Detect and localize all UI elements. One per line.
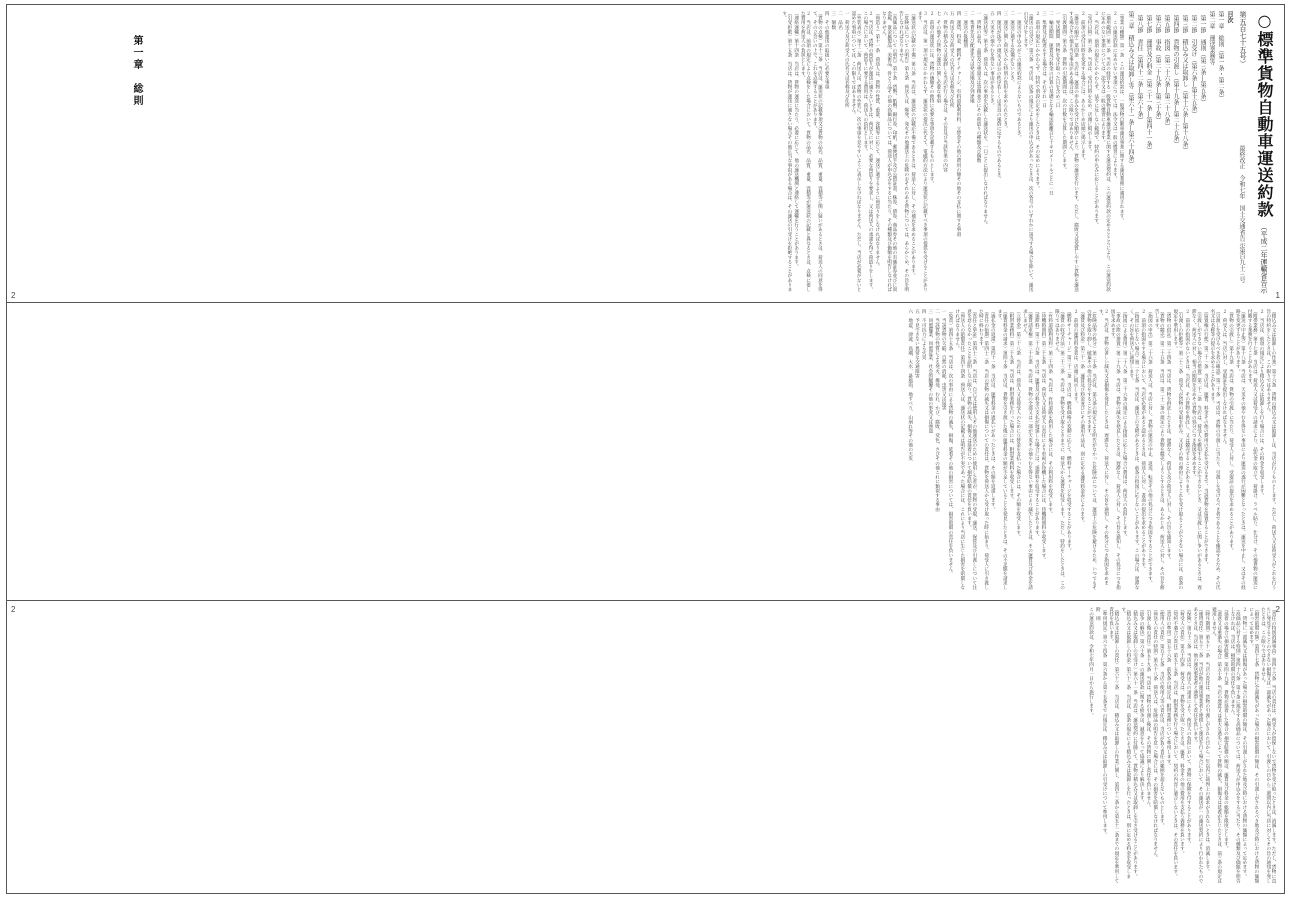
page-number: 1 [1275,291,1280,300]
article-paragraph: （指図に応じない場合）第二十七条 当店は、運送上の支障があるときは、前条の指図に応じないことがあります。この場合は、遅滞なく、その旨を荷送人に通知します。 [1128,309,1140,590]
article-paragraph: （運送状等）第七条 荷送人は、次の事項を記載した運送状を、一口ごとに提出しなければなりません。 [982,11,988,228]
toc-item: 第六節 事故（第二十九条―第三十条） [1154,15,1161,123]
toc-item: 第二節 引受け（第六条―第十五条） [1190,15,1197,117]
article-paragraph: ２ 前項の運賃料金表は、店頭に掲示します。 [1073,309,1078,406]
article-paragraph: （指図の申出）第二十六条 荷送人は、当店に対し、貨物の運送の中止、返送、転送その他の処分につき指図をすることができます。 [1147,309,1153,585]
article-paragraph: （荷受人の責任）第五十四条 荷受人は、貨物を受け取ったときは、運賃、料金その他の費用を支払う義務を負います。 [1179,607,1185,856]
text-block-band-1 [124,11,1124,294]
article-paragraph: （受付日時）第三条 当店は、受付日時を定め、店頭に掲示します。 [1086,11,1092,154]
article-paragraph: 四 不可抗力による火災 [921,309,927,360]
article-paragraph: （立替金）第三十八条 当店は、荷送人又は荷受人のために立替金を支払った場合には、その額を収受します。 [1015,309,1021,539]
article-paragraph: （責任の特別消滅事由）第四十六条 当店の責任は、荷受人が留保しないで貨物を受け取ったときは、消滅します。ただし、貨物に直ちに発見することのできない損傷又は一部滅失があった場合において、引渡しの日から二週間以内に当店に対してその旨の通知を発したときは、この限りではありません。 [1260,607,1276,883]
article-paragraph: （連絡運輸）第十四条 当店は、貨物の運送に当たり、必要に応じて、他の運送機関と連絡して運輸を行うことがあります。 [793,11,799,269]
article-paragraph: 二 運送に適する設備がないとき。 [1009,11,1015,85]
article-paragraph: 二 当該貨物の性質による発火、爆発、むれ、かび、腐敗、変色、さびその他これに類似する事由 [934,309,940,512]
toc-item: 第三節 積込み又は取卸し（第十六条―第十八条） [1181,15,1188,153]
article-paragraph: （危険品等の処分）第三十条 当店は、第九条の規定による明告がなかった危険品については、運送上の危険を避けるため、いつでもその貨物を取り卸し、破棄その他の処分をすることができます。 [1086,309,1097,590]
document-page [6,4,1285,894]
article-paragraph: （紛争の解決）第六十条 この運送約款に関する紛争は、誠意をもって協議により解決します。 [1139,607,1145,805]
toc-item: 第五節 指図（第二十六条―第二十八条） [1163,15,1170,129]
page-band-3 [7,600,1284,894]
article-paragraph: ２ 前項の規定にかかわらず、特約で別段の定めをしたときは、その定めによります。 [1034,11,1040,191]
article-paragraph: 三 運送に関し荷送人から特別の負担を求められたとき。 [1002,11,1008,131]
article-paragraph: ２ この運送約款に定めのない事項については、法令又は一般の慣習によります。 [1112,11,1118,182]
title-text: ○標準貨物自動車運送約款 [1255,11,1274,218]
article-paragraph: 五 荷送人及び荷受人の氏名又は名称及び住所 [949,11,955,108]
article-paragraph: 三 運送の扱種別 [962,11,968,48]
toc-item: 第八節 責任（第四十二条―第六十条） [1136,15,1143,123]
article-paragraph: （貨物の点検）第十三条 当店は、運送状の記載事項又は貨物の品名、品質、重量、容積等に関し疑いがあるときは、荷送人の同意を得て、その立会いの上で、これを点検することがあります。 [812,11,823,292]
text-block-band-3 [14,607,1276,886]
article-paragraph: （使用人の責任）第五十七条 当店の使用人等の責任は、当店が負う責任の範囲を超えないものとします。 [1159,607,1165,828]
article-paragraph: （荷造り）第十一条 荷送人は、貨物の性質、重量、容積等に応じて、運送に適するように荷造りをしなければなりません。 [874,11,880,269]
article-paragraph: （運賃及び料金）第三十一条 運賃及び料金並びにその適用方法は、別に定める運賃料金表によります。 [1079,309,1085,526]
article-paragraph: 三 集貨及び配達をする場合は、それぞれ一日 [1041,11,1047,108]
article-paragraph: （危険品についての明告）第九条 荷送人は、爆発、発火その他運送上の危険のおそれのある貨物については、あらかじめ、その旨を明告しなければなりません。 [898,11,909,292]
toc-item: 第二章 運送業務等 [1208,11,1215,65]
article-paragraph: （引渡しができない場合の措置）第二十二条 当店は、荷受人を確知することができないとき、又は引渡しに関し争いがあるときは、遅滞なく、荷送人に対し、相当の期間を定めその貨物の処分につき指図を求めます。 [1191,309,1202,590]
page-band-1 [7,5,1284,302]
article-paragraph: ２ 当店は、貨物の荷造りが運送に適さないときは、荷送人に対し、必要な荷造りを要求し、又は荷送人の承諾を得て荷造りをします。この場合において、荷造りに要する費用は、荷送人の負担とします。 [862,11,874,292]
article-paragraph: （留置権の行使）第二十一条 当店は、運賃、料金その他の費用の支払を受けるまで、当該貨物を留置することができます。 [1203,309,1209,567]
article-paragraph: （運賃請求権）第三十七条 当店は、貨物の全部又は一部が天災その他やむを得ない事由により滅失したときは、その運賃及び料金を請求しません。 [1022,309,1033,590]
article-paragraph: （積込み又は取卸しの責任）第六十三条 当店は、積込み又は取卸しの作業に関し、第四十三条から第五十二条までの規定を準用して責任を負います。 [1108,607,1119,883]
article-paragraph: （損害賠償の額）第四十七条 貨物に全部滅失があった場合の損害賠償の額は、その引渡しがされるべき地及び時における貨物の価額によって定めます。 [1248,607,1259,883]
revision-note: 最終改正 令和七年 国土交通省告示第百九十三号 [1238,145,1245,283]
article-paragraph: （外装表示）第十二条 荷送人は、貨物の外装に、次の事項を見やすいように表示しなければなりません。ただし、当店が必要がないと認めた事項については、この限りではありません。 [850,11,862,292]
article-paragraph: （延着の場合の損害賠償）第四十九条 貨物が延着した場合の損害賠償の額は、運賃及び料金の総額を限度とします。 [1223,607,1229,851]
article-paragraph: （引渡しを受けるべき者の確認）第二十条 当店は、貨物の引渡しに当たり、引渡しを受けるべき者であることを確認するため、その氏名又は名称等の提示を求めることがあります。 [1209,309,1221,590]
article-paragraph: （附帯業務料）第三十九条 当店は、附帯業務を行った場合には、附帯業務料を収受します。 [1008,309,1014,503]
article-paragraph: （荷送人の賠償責任）第四十四条 荷送人は、運送状の記載又は明告が不実であった場合には、これにより当店に生じた損害を賠償しなければなりません。 [954,309,965,590]
article-paragraph: （責任の準用）第五十六条 前各条の規定は、附帯業務について準用します。 [1166,607,1172,768]
article-paragraph: （引受拒絶）第十五条 当店は、貨物が運送に適さない場合その他正当な事由がある場合は、その運送の引受けを拒絶することがあります。 [781,11,792,292]
article-paragraph: （運送の中止等）第十八条 当店は、天災その他やむを得ない事由により運送の遂行が困難となったときは、運送を中止し、又はその経路を変更することがあります。 [1235,309,1246,590]
article-paragraph: ２ 前項の運送状には、貨物の価額その他特に必要な事項を記載するものとします。 [929,11,935,186]
toc-item: 第三章 積込み又は取卸し等（第六十一条―第六十四条） [1127,11,1134,167]
article-paragraph: （運送の順序）第四条 当店は、運送の申込みを受けた順序により、貨物の運送を行います。ただし、腐敗又は変質しやすい貨物を運送する場合その他正当な事由がある場合は、この限りではありません。 [1068,11,1079,292]
article-paragraph: ２ 貨物に一部滅失又は損傷があった場合の損害賠償の額は、その引渡しがされた地及び時における貨物の価額によって定めます。 [1241,607,1247,879]
article-paragraph: 三 個数 [830,11,836,30]
page-number: 2 [11,291,16,300]
article-paragraph: （責任の始期）第四十二条 当店の貨物の滅失又は損傷についての責任は、貨物を荷送人から受け取った時に始まり、荷受人に引き渡した時に終わります。 [978,309,989,590]
article-paragraph: （悪意又は重過失の場合）第五十条 当店の悪意又は重大な過失によって貨物の滅失、損傷又は延着が生じたときは、前三条の規定は適用しません。 [1211,607,1222,883]
article-paragraph: 一 荷送人及び荷受人の氏名又は名称及び住所 [844,11,850,108]
article-paragraph: 二 集貨先及び配達先又は発送地及び到達地 [969,11,975,103]
article-paragraph: （除斥期間）第五十一条 当店の責任は、貨物の引渡しがされた日から一年以内に裁判上の請求がされないときは、消滅します。 [1204,607,1210,874]
article-paragraph: ２ 当店は、前項の規定にかかわらず、法令に反しない範囲で、特約の申込みに応じることがあります。 [1093,11,1099,228]
article-paragraph: （引渡し後の責任）第五十九条 当店は、貨物の引渡し後は、その貨物に関し責任を負いません。 [1145,607,1151,810]
article-paragraph: （事故の際の措置）第二十九条 当店は、貨物の滅失を発見したときは、遅滞なく、荷送人に対し、その旨を通知し、その処分につき指図を求めます。 [1110,309,1121,590]
article-paragraph: （準用規定）第六十四条 第六条から第十五条までの規定は、積込み又は取卸しの引受けについて準用します。 [1102,607,1108,837]
article-paragraph: （引渡期間）第五条 貨物の引渡期間は、次の日数を合算した期間とします。 [1061,11,1067,172]
article-paragraph: 一 当該貨物の欠陥、自然の消耗、虫害又は鼠害 [941,309,947,411]
article-paragraph: （有料道路利用料）第三十四条 当店は、有料道路を利用した場合には、その利用料を収受します。 [1047,309,1053,516]
article-paragraph: （過払金の返還）第四十一条 当店は、運賃料金の過払いがあったときは、その額を返還します。 [990,309,996,512]
article-paragraph: （運賃料金の請求）第四十条 当店は、貨物を引き渡した後に運賃料金の額が不足していることを発見したときは、その不足額を請求します。 [997,309,1008,590]
toc-item: 第七節 運賃及び料金（第三十一条―第四十一条） [1145,15,1152,153]
article-paragraph: （荷送人の責任の特則）第五十八条 荷送人は、危険品の明告を怠った場合には、その損害を賠償しなければなりません。 [1152,607,1158,860]
article-paragraph: ２ 当店は、貨物の著しい減失又は損傷を発見したときは、遅滞なく、荷送人に対し、その旨を通知し、その処分につき指図を求めます。 [1098,309,1109,585]
article-paragraph: 四 運賃、料金、燃料サーチャージ、有料道路利用料、立替金その他の費用の額その他その支払に関する事項 [955,11,961,237]
article-paragraph: ２ 前項の受付日時を変更する場合には、あらかじめ店頭に掲示します。 [1080,11,1086,163]
article-paragraph: （貨物の供託）第二十四条 当店は、貨物を供託したときは、遅滞なく、荷送人及び荷受人に対し、その旨を通知します。 [1166,309,1172,562]
article-paragraph: 五 予見できない異常な交通障害 [914,309,920,378]
article-paragraph: ２ 前項の指図をする場合において、当店が必要があると認めるときは、荷送人に対し、書面の提出を求めることがあります。 [1140,309,1146,572]
article-paragraph: （附帯業務）第十七条 当店は、荷送人又は荷受人の請求により、品代金の取立て、荷掛け、ラベル貼り、仕分け、その他貨物の運送に付随する業務を行うことがあります。 [1247,309,1258,590]
article-paragraph: （運送状の記載の不備）第八条 当店は、運送状の記載が不備であるときは、荷送人に対し、その補充を求めることがあります。 [910,11,916,278]
article-paragraph: （契約不適合の責任）第五十五条 当店は、附帯業務を行う場合において、契約の内容に適合しないときは、その責任を負います。 [1172,607,1178,879]
toc-label: 目次 [1226,11,1233,23]
article-paragraph: （運送の引受け）第六条 当店は、次条の規定により運送の申込みがあったときは、次の各号のいずれかに該当する場合を除いて、運送の引受けをします。 [1022,11,1034,292]
article-paragraph: 七 その他その貨物の運送に関し必要な事項 [935,11,941,103]
article-paragraph: 四 その他運送の取扱いに必要な事項 [824,11,830,90]
toc-item: 第一章 総則（第一条・第二条） [1217,11,1224,101]
article-paragraph: （免責）第四十五条 当店は、次の事由による貨物の滅失、損傷、延着その他の損害については、損害賠償の責任を負いません。 [947,309,953,576]
page-band-2 [7,302,1284,600]
article-paragraph: 二 輸送期間 運賃及び料金の計算の基礎となる輸送距離百七十キロメートルごとに一日 [1048,11,1054,195]
article-paragraph: （連帯責任）第五十二条 当店が他の運送事業者と連絡して運送を行う場合において、その運送が一の運送契約により行われたものであるときは、当店は、他の運送事業者と連帯して責任を負います。 [1192,607,1204,883]
article-paragraph: （指図による費用）第二十八条 第二十六条の規定による指図に応じた場合の費用は、荷送人の負担とします。 [1122,309,1128,539]
text-block-band-2 [14,309,1276,592]
toc-item: 第一節 通則（第三条―第五条） [1199,15,1206,105]
article-paragraph: ２ 当店は、前項の規定により点検をした場合において、貨物の品名、品質、重量、容積等が運送状の記載と異なるときは、点検に要した費用を荷送人の負担とします。 [800,11,811,292]
article-paragraph: （貨物の競売）第二十五条 当店は、第二十二条の規定により貨物を競売しようとするときは、あらかじめ、荷送人に対し、その旨を催告します。 [1154,309,1165,590]
article-paragraph: （待機時間料）第三十五条 当店は、荷送人又は荷受人の責任により車両が待機した場合には、待機時間料を収受します。 [1040,309,1046,562]
article-paragraph: 六 貨物の積込み又は取卸しを当店が行う場合は、その旨及び当該作業の内容 [942,11,948,172]
article-paragraph: 四 運送が法令の規定又は公の秩序若しくは善良の風俗に反するものであるとき。 [996,11,1002,182]
page-number: 2 [11,605,16,614]
toc-item: 第四節 貨物の引渡し（第十九条―第二十五条） [1172,15,1179,147]
article-paragraph: （保険）第五十三条 当店は、荷送人の請求により、荷送人の負担において、貨物に保険を付することがあります。 [1186,607,1192,847]
article-paragraph: ２ 荷受人は、当店に対し、受取証を提出しなければなりません。 [1221,309,1227,447]
title-note: （平成二年運輸省告示第五百七十五号） [1239,11,1268,294]
article-paragraph: ２ 前項の指図がないときは、当店は、その貨物を供託し、又は競売することがあります。 [1184,309,1190,498]
article-paragraph: 六 地震、津波、高潮、大水、暴風雨、地すべり、山崩れ等その他の天災 [907,309,913,461]
article-paragraph: （延滞料）第三十六条 当店は、運賃及び料金の支払が遅延した場合には、延滞料を収受することがあります。 [1034,309,1040,539]
article-paragraph: （積込み又は取卸しの料金）第六十二条 当店は、前条の規定により積込み又は取卸しを行ったときは、別に定める料金を収受します。 [1120,607,1131,879]
article-paragraph: （高価品についての明告）第十条 貨幣、紙幣、銀行券、印紙、郵便切手及び公債証書、株券、債券、商品券その他の有価証券並びに貴金属、貴金属製品、美術品、骨とう品その他の高価品については、荷送人が申込みをするに当たり、その種類及び価額を明告しなければなりません。 [881,11,897,292]
table-of-contents [1126,11,1234,261]
article-paragraph: ２ 当店は、前項の規定により積込み又は取卸しを行う場合には、その料金を収受します。 [1259,309,1265,498]
article-paragraph: 一 発送期間 貨物を受け取った日を含め二日 [1054,11,1060,108]
page-number: 2 [1275,605,1280,614]
article-paragraph: 三 同盟罷業、同盟怠業、社会的騒擾その他の事変又は強盗 [927,309,933,434]
article-paragraph: （適用範囲）第二条 当店の経営する一般貨物自動車運送事業に関する運送契約は、この運送約款の定めるところにより、この運送約款に定めのない事項については、法令又は一般の慣習によります。 [1100,11,1111,292]
article-paragraph: （責任と挙証）第四十三条 当店は、自己又は使用人その他運送のために使用した者が、貨物の受取、運送、保管及び引渡しについて注意を怠らなかったことを証明しない限り、貨物の滅失、損傷又は延着について損害賠償の責任を負います。 [966,309,977,590]
article-paragraph: 一 運送の申込みがこの運送約款によらないものであるとき。 [1016,11,1022,140]
article-paragraph: 附 則 [1095,607,1101,621]
article-paragraph: （事業の種類）第一条 この運送約款は、一般貨物自動車運送事業に関する運送業務に適用されます。 [1119,11,1124,223]
article-paragraph: （積込み又は取卸しの作業）第十六条 貨物の積込み又は取卸しは、当店が行うものとします。ただし、荷送人又は荷受人がこれを行う旨の特約をしたときは、この限りではありません。 [1265,309,1276,590]
article-paragraph: （高価品に対する特則）第四十八条 第十条に規定する高価品については、荷送人が申込みをするに当たり、その種類及び価額を明告しなければ、当店は、損害賠償の責任を負いません。 [1230,607,1241,883]
article-paragraph: （運賃の収受方法）第三十三条 当店は、貨物を受け取るときまでに、荷送人から運賃を収受します。ただし、特約をしたときは、この限りではありません。 [1054,309,1065,590]
article-paragraph: （引渡しの拒絶等）第二十三条 荷受人が貨物の受取を拒み、又はその他の理由によりこれを受け取ることができない場合には、前条の規定を準用します。 [1172,309,1183,590]
article-paragraph: ３ 当店は、第一項の規定にかかわらず、運送状の提出に代えて、電磁的方法により運送状に記載すべき事項の提供を受けることがあります。 [917,11,928,292]
article-paragraph: （燃料サーチャージ）第三十二条 当店は、燃料価格の変動に応じて、燃料サーチャージを収受することがあります。 [1066,309,1072,553]
article-paragraph: 一 貨物の品名、品質及び重量又は容積並びにその荷造りの種類及び個数 [976,11,982,163]
article-paragraph: （積込み又は取卸しの引受け）第六十一条 当店は、運送契約に付随して、貨物の積込み又は取卸しを引き受けることがあります。 [1132,607,1138,879]
article-paragraph: （貨物の引渡し）第十九条 当店は、貨物の引渡しに当たり、荷受人に対し、受取証の提出を求めることがあります。 [1228,309,1234,553]
article-paragraph: この運送約款は、令和七年四月一日から施行します。 [1088,607,1094,718]
article-paragraph: 二 品名 [837,11,843,30]
chapter-1-heading: 第一章 総則 [131,35,142,107]
article-paragraph: 五 天災その他やむを得ない事由があるとき。 [989,11,995,108]
